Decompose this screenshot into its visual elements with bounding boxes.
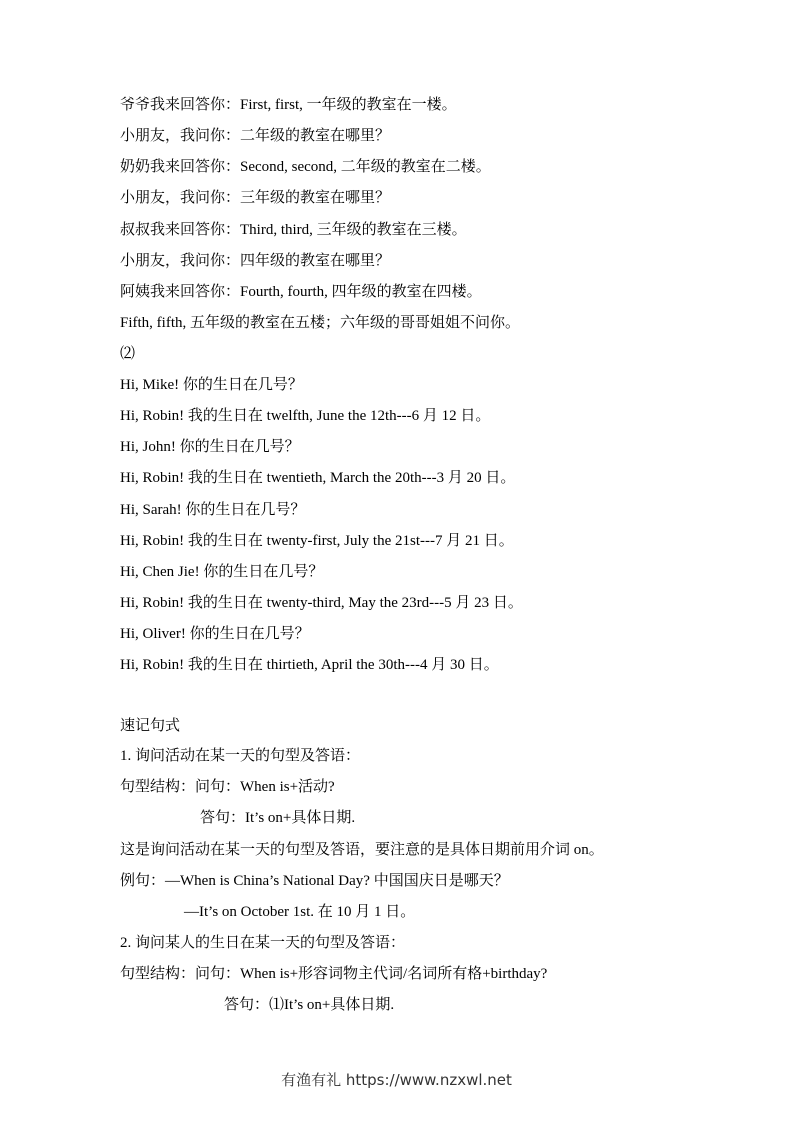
birthday-line: Hi, Chen Jie! 你的生日在几号？	[120, 564, 324, 580]
chant-line: 奶奶我来回答你：Second, second, 二年级的教室在二楼。	[120, 159, 491, 175]
section-heading: 速记句式	[120, 716, 181, 734]
structure-question: 句型结构：问句：When is+活动?	[120, 779, 335, 795]
item-note: 这是询问活动在某一天的句型及答语，要注意的是具体日期前用介词 on。	[120, 842, 604, 858]
structure-answer: 答句：It’s on+具体日期.	[200, 810, 356, 826]
chant-line: 阿姨我来回答你：Fourth, fourth, 四年级的教室在四楼。	[120, 284, 482, 300]
birthday-line: Hi, Robin! 我的生日在 twentieth, March the 20th---3 月 20 日。	[120, 470, 516, 486]
footer-watermark: 有渔有礼 https://www.nzxwl.net	[281, 1071, 512, 1089]
birthday-line: Hi, Robin! 我的生日在 twenty-third, May the 23rd---5 月 23 日。	[120, 595, 523, 611]
chant-line: Fifth, fifth, 五年级的教室在五楼；六年级的哥哥姐姐不问你。	[120, 315, 520, 331]
birthday-line: Hi, Robin! 我的生日在 thirtieth, April the 30th---4 月 30 日。	[120, 657, 499, 673]
birthday-line: Hi, John! 你的生日在几号？	[120, 439, 300, 455]
chant-line: 爷爷我来回答你：First, first, 一年级的教室在一楼。	[120, 97, 457, 113]
item-title: 2. 询问某人的生日在某一天的句型及答语：	[120, 935, 406, 951]
chant-line: 小朋友，我问你：三年级的教室在哪里？	[120, 190, 391, 206]
birthday-line: Hi, Oliver! 你的生日在几号？	[120, 626, 310, 642]
birthday-line: Hi, Robin! 我的生日在 twenty-first, July the 21st---7 月 21 日。	[120, 533, 514, 549]
birthday-line: Hi, Robin! 我的生日在 twelfth, June the 12th---6 月 12 日。	[120, 408, 491, 424]
structure-answer: 答句：⑴It’s on+具体日期.	[224, 997, 395, 1013]
chant-line: 小朋友，我问你：二年级的教室在哪里？	[120, 128, 391, 144]
chant-line: 小朋友，我问你：四年级的教室在哪里？	[120, 253, 391, 269]
example-answer: —It’s on October 1st. 在 10 月 1 日。	[184, 904, 416, 920]
chant-line: 叔叔我来回答你：Third, third, 三年级的教室在三楼。	[120, 222, 467, 238]
item-title: 1. 询问活动在某一天的句型及答语：	[120, 748, 361, 764]
section-marker: ⑵	[120, 346, 136, 362]
birthday-line: Hi, Mike! 你的生日在几号？	[120, 377, 303, 393]
birthday-line: Hi, Sarah! 你的生日在几号？	[120, 502, 306, 518]
structure-question: 句型结构：问句：When is+形容词物主代词/名词所有格+birthday?	[120, 966, 548, 982]
example-question: 例句：—When is China’s National Day? 中国国庆日是哪天？	[120, 873, 509, 889]
